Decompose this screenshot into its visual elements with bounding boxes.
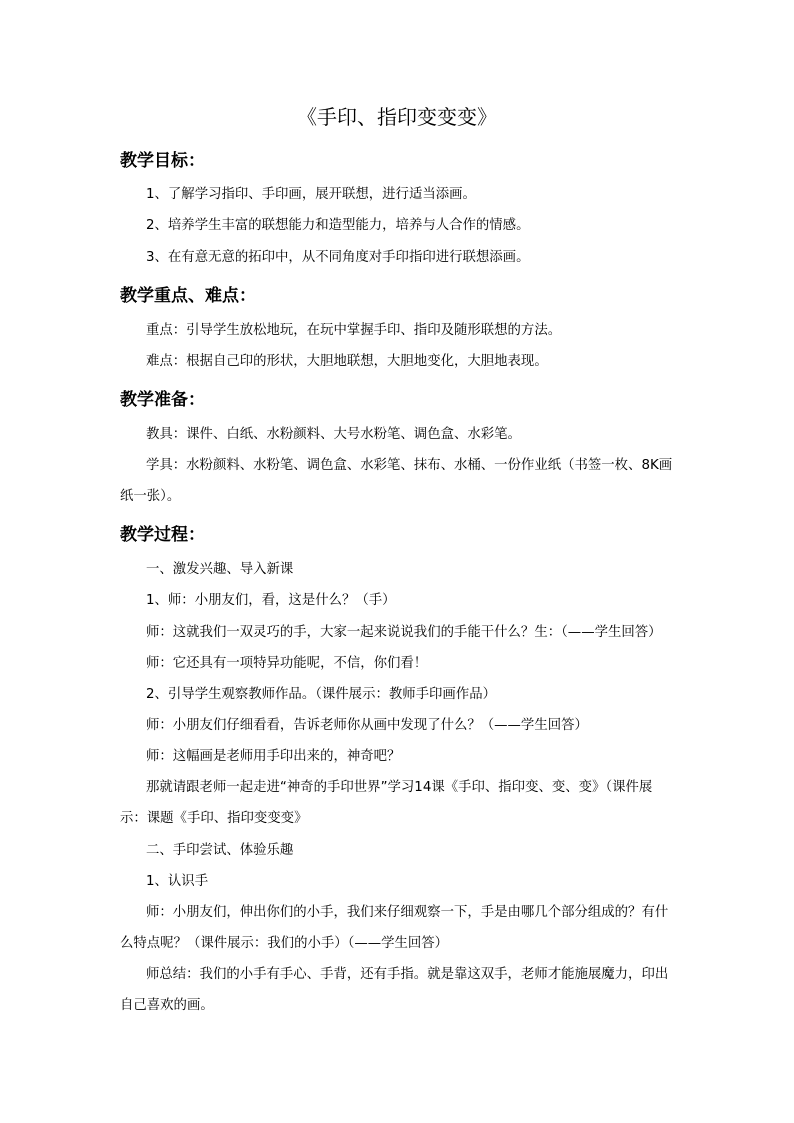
process-line-5: 2、引导学生观察教师作品。（课件展示：教师手印画作品） (146, 687, 496, 702)
objective-item-3: 3、在有意无意的拓印中，从不同角度对手印指印进行联想添画。 (146, 250, 530, 265)
process-line-3: 师：这就我们一双灵巧的手，大家一起来说说我们的手能干什么？生：（——学生回答） (146, 625, 662, 640)
objective-item-1: 1、了解学习指印、手印画，展开联想，进行适当添画。 (146, 187, 476, 202)
process-line-6: 师：小朋友们仔细看看，告诉老师你从画中发现了什么？（——学生回答） (146, 718, 588, 733)
student-tools: 学具：水粉颜料、水粉笔、调色盒、水彩笔、抹布、水桶、一份作业纸（书签一枚、8K画纸一张）。 (120, 458, 673, 504)
document-title: 《手印、指印变变变》 (297, 105, 497, 129)
objective-item-2: 2、培养学生丰富的联想能力和造型能力，培养与人合作的情感。 (146, 218, 530, 233)
heading-objectives: 教学目标： (120, 151, 205, 171)
process-line-1: 一、激发兴趣、导入新课 (146, 562, 294, 577)
process-line-9: 1、认识手 (146, 874, 209, 889)
heading-key-points: 教学重点、难点： (120, 286, 256, 306)
process-line-8: 二、手印尝试、体验乐趣 (146, 843, 294, 858)
process-line-7: 师：这幅画是老师用手印出来的，神奇吧？ (146, 749, 401, 764)
process-line-4: 师：它还具有一项特异功能呢，不信，你们看！ (146, 656, 428, 671)
teacher-tools: 教具：课件、白纸、水粉颜料、大号水粉笔、调色盒、水彩笔。 (146, 427, 521, 442)
process-line-2: 1、师：小朋友们，看，这是什么？（手） (146, 593, 396, 608)
process-para-summary: 师总结：我们的小手有手心、手背，还有手指。就是靠这双手，老师才能施展魔力，印出自己喜欢的画。 (120, 967, 669, 1013)
key-point-focus: 重点：引导学生放松地玩，在玩中掌握手印、指印及随形联想的方法。 (146, 323, 562, 338)
heading-process: 教学过程： (120, 525, 205, 545)
process-para-observe: 师：小朋友们，伸出你们的小手，我们来仔细观察一下，手是由哪几个部分组成的？有什么特点呢？（课件展示：我们的小手）（——学生回答） (120, 905, 669, 951)
process-para-intro: 那就请跟老师一起走进“神奇的手印世界”学习14课《手印、指印变、变、变》（课件展示：课题《手印、指印变变变》 (120, 780, 653, 826)
key-point-difficulty: 难点：根据自己印的形状，大胆地联想，大胆地变化，大胆地表现。 (146, 354, 548, 369)
heading-preparation: 教学准备： (120, 390, 205, 410)
